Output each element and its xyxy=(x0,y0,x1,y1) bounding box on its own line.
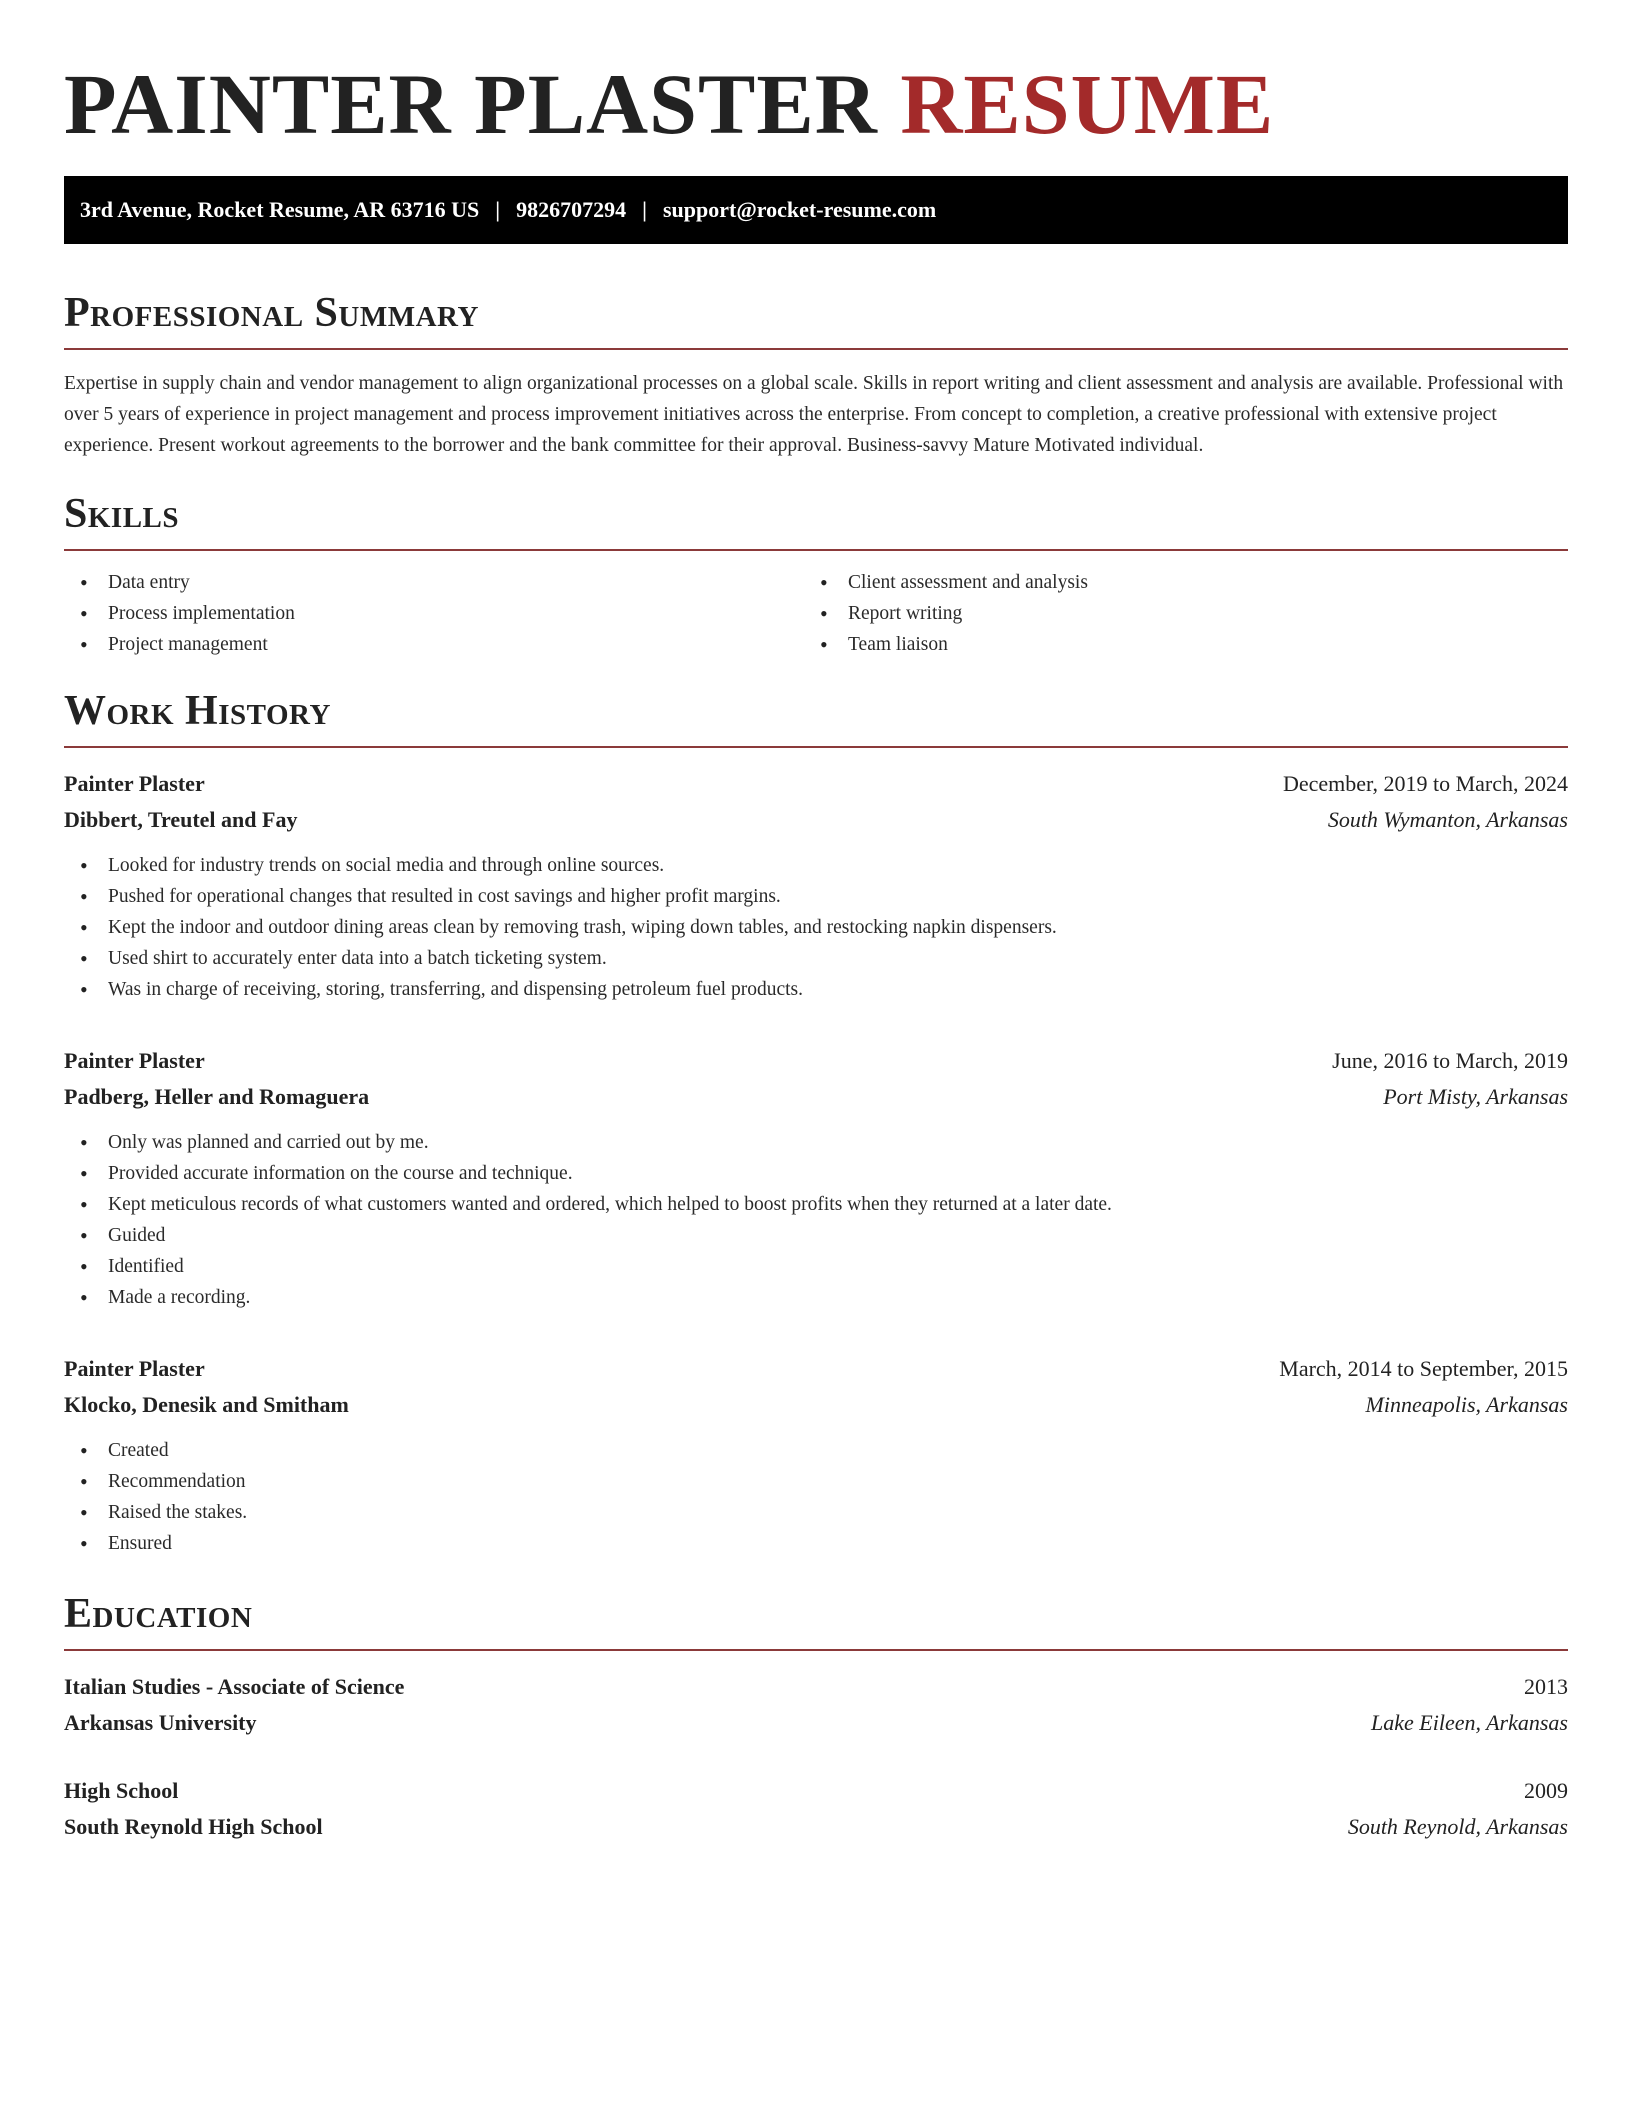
education-heading: Education xyxy=(64,1593,1568,1651)
job-bullet: • Only was planned and carried out by me. xyxy=(64,1127,1568,1158)
summary-heading: Professional Summary xyxy=(64,292,1568,350)
job-bullet: • Used shirt to accurately enter data into a batch ticketing system. xyxy=(64,943,1568,974)
education-location: South Reynold, Arkansas xyxy=(1347,1814,1568,1839)
job-location: South Wymanton, Arkansas xyxy=(1327,807,1568,832)
skill-item: • Project management xyxy=(64,629,804,660)
contact-separator: | xyxy=(495,197,501,222)
education-entry xyxy=(64,1773,1568,1845)
contact-bar xyxy=(64,176,1568,244)
skill-item: • Report writing xyxy=(804,598,1544,629)
skill-item: • Team liaison xyxy=(804,629,1544,660)
job-location: Minneapolis, Arkansas xyxy=(1365,1392,1568,1417)
job-bullet: • Created xyxy=(64,1435,1568,1466)
job-bullet: • Provided accurate information on the course and technique. xyxy=(64,1158,1568,1189)
job-bullet: • Looked for industry trends on social media and through online sources. xyxy=(64,850,1568,881)
job-entry xyxy=(64,1043,1568,1313)
skill-item: • Client assessment and analysis xyxy=(804,567,1544,598)
job-title: Painter Plaster xyxy=(64,1048,205,1073)
job-bullet: • Recommendation xyxy=(64,1466,1568,1497)
job-company: Padberg, Heller and Romaguera xyxy=(64,1084,370,1109)
contact-email: support@rocket-resume.com xyxy=(662,197,937,222)
job-bullet: • Was in charge of receiving, storing, transferring, and dispensing petroleum fuel products. xyxy=(64,974,1568,1005)
skill-item: • Data entry xyxy=(64,567,804,598)
job-entry xyxy=(64,766,1568,1005)
education-location: Lake Eileen, Arkansas xyxy=(1371,1710,1568,1735)
title-main: PAINTER PLASTER xyxy=(64,56,878,152)
skills-list-left xyxy=(64,567,804,660)
job-bullet: • Kept meticulous records of what customers wanted and ordered, which helped to boost profits when they returned at a later date. xyxy=(64,1189,1568,1220)
job-dates: March, 2014 to September, 2015 xyxy=(1279,1356,1568,1381)
job-bullet: • Kept the indoor and outdoor dining areas clean by removing trash, wiping down tables, and restocking napkin dispensers. xyxy=(64,912,1568,943)
job-bullet: • Guided xyxy=(64,1220,1568,1251)
job-bullet: • Raised the stakes. xyxy=(64,1497,1568,1528)
job-bullet: • Made a recording. xyxy=(64,1282,1568,1313)
education-degree: Italian Studies - Associate of Science xyxy=(64,1674,405,1699)
job-bullet: • Pushed for operational changes that resulted in cost savings and higher profit margins. xyxy=(64,881,1568,912)
skills-grid xyxy=(64,567,1568,660)
contact-address: 3rd Avenue, Rocket Resume, AR 63716 US xyxy=(80,197,480,222)
job-bullet: • Ensured xyxy=(64,1528,1568,1559)
job-title: Painter Plaster xyxy=(64,771,205,796)
job-location: Port Misty, Arkansas xyxy=(1383,1084,1568,1109)
summary-text: Expertise in supply chain and vendor management to align organizational processes on a global scale. Skills in report writing and client assessment and analysis are available. Professional with over 5 years of experience in project management and process improvement initiatives across the enterprise. From concept to completion, a creative professional with extensive project experience. Present workout agreements to the borrower and the bank committee for their approval. Business-savvy Mature Motivated individual. xyxy=(64,373,1564,456)
skill-item: • Process implementation xyxy=(64,598,804,629)
job-dates: June, 2016 to March, 2019 xyxy=(1332,1048,1568,1073)
skills-list-right xyxy=(804,567,1544,660)
job-bullets xyxy=(64,1127,1568,1313)
education-degree: High School xyxy=(64,1778,179,1803)
job-entry xyxy=(64,1351,1568,1559)
contact-phone: 9826707294 xyxy=(516,197,627,222)
resume-page xyxy=(64,0,1568,1845)
job-title: Painter Plaster xyxy=(64,1356,205,1381)
education-year: 2013 xyxy=(1524,1674,1568,1699)
job-bullets xyxy=(64,1435,1568,1559)
education-school: Arkansas University xyxy=(64,1710,257,1735)
education-entry xyxy=(64,1669,1568,1741)
job-company: Klocko, Denesik and Smitham xyxy=(64,1392,349,1417)
education-year: 2009 xyxy=(1524,1778,1568,1803)
contact-separator: | xyxy=(642,197,647,222)
work-history-heading: Work History xyxy=(64,690,1568,748)
skills-heading: Skills xyxy=(64,493,1568,551)
resume-title xyxy=(64,0,1568,176)
job-dates: December, 2019 to March, 2024 xyxy=(1282,771,1568,796)
job-company: Dibbert, Treutel and Fay xyxy=(64,807,298,832)
job-bullet: • Identified xyxy=(64,1251,1568,1282)
education-school: South Reynold High School xyxy=(64,1814,323,1839)
title-accent: RESUME xyxy=(900,56,1275,152)
job-bullets xyxy=(64,850,1568,1005)
